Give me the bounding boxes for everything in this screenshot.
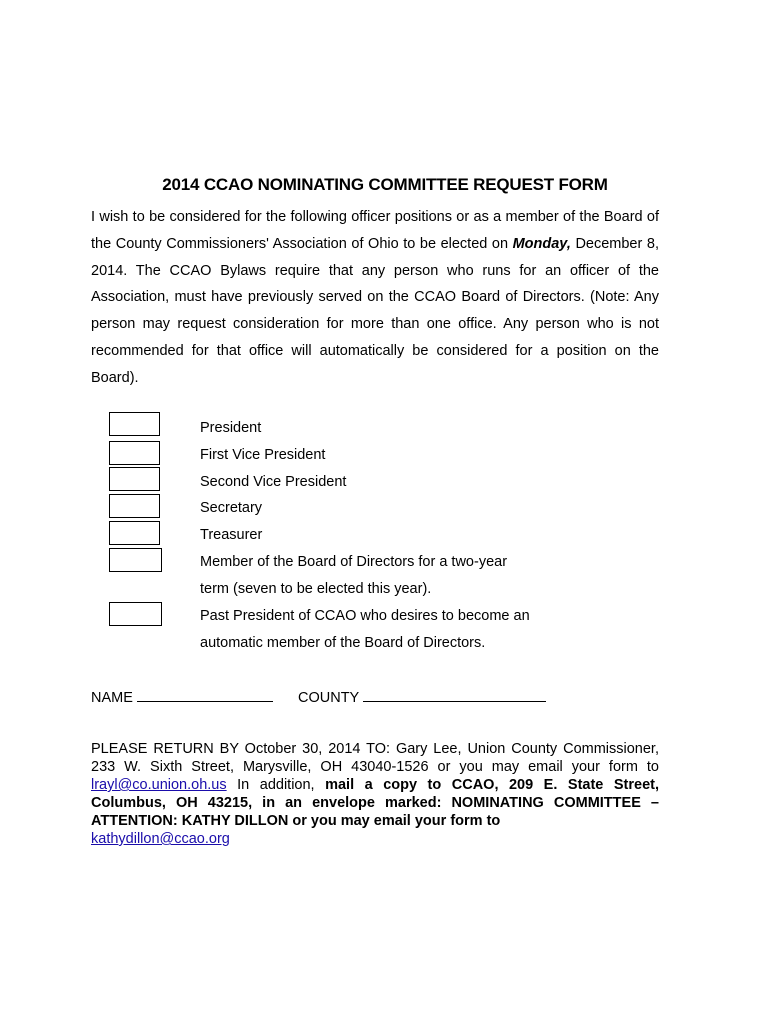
county-field-row [298,687,546,706]
checkbox-treasurer[interactable] [109,521,160,545]
option-label-board-line1: Member of the Board of Directors for a two-year [200,554,508,570]
option-label-first-vice-president: First Vice President [200,447,326,463]
return-bold-instructions: mail a copy to CCAO, 209 E. State Street, Columbus, OH 43215, in an envelope marked: NOMINATING COMMITTEE – ATTENTION: KATHY DILLON or you may email your form to [91,777,659,829]
intro-emphasis: Monday, [512,235,571,252]
option-label-second-vice-president: Second Vice President [200,474,347,490]
name-field[interactable] [137,687,273,702]
email-link-lrayl[interactable]: lrayl@co.union.oh.us [91,777,227,793]
checkbox-second-vice-president[interactable] [109,467,160,491]
county-field[interactable] [363,687,546,702]
option-label-president: President [200,420,262,436]
form-title: 2014 CCAO NOMINATING COMMITTEE REQUEST FORM [162,175,608,194]
checkbox-first-vice-president[interactable] [109,441,160,465]
option-label-board-line2: term (seven to be elected this year). [200,581,432,597]
checkbox-board-member[interactable] [109,548,162,572]
checkbox-secretary[interactable] [109,494,160,518]
return-text-part1: PLEASE RETURN BY October 30, 2014 TO: Gary Lee, Union County Commissioner, 233 W. Sixth Street, Marysville, OH 43040-1526 or you may email your form to [91,741,659,775]
return-text-part2: In addition, [226,777,326,793]
option-label-past-president-line1: Past President of CCAO who desires to become an [200,608,530,624]
intro-paragraph [91,204,659,392]
intro-text-part2: December 8, 2014. The CCAO Bylaws require that any person who runs for an officer of the Association, must have previously served on the CCAO Board of Directors. (Note: Any person may request consideration for more than one office. Any person who is not recommended for that office will automatically be considered for a position on the Board). [91,235,659,386]
checkbox-president[interactable] [109,412,160,436]
option-label-secretary: Secretary [200,500,263,516]
name-label: NAME [91,690,133,706]
name-field-row [91,687,273,706]
option-label-past-president-line2: automatic member of the Board of Directors. [200,635,486,651]
option-label-treasurer: Treasurer [200,527,263,543]
return-instructions [91,740,659,848]
intro-text-part1: I wish to be considered for the following officer positions or as a member of the Board of the County Commissioners' Association of Ohio to be elected on [91,209,659,252]
county-label: COUNTY [298,690,359,706]
checkbox-past-president[interactable] [109,602,162,626]
email-link-kathydillon[interactable]: kathydillon@ccao.org [91,831,230,847]
